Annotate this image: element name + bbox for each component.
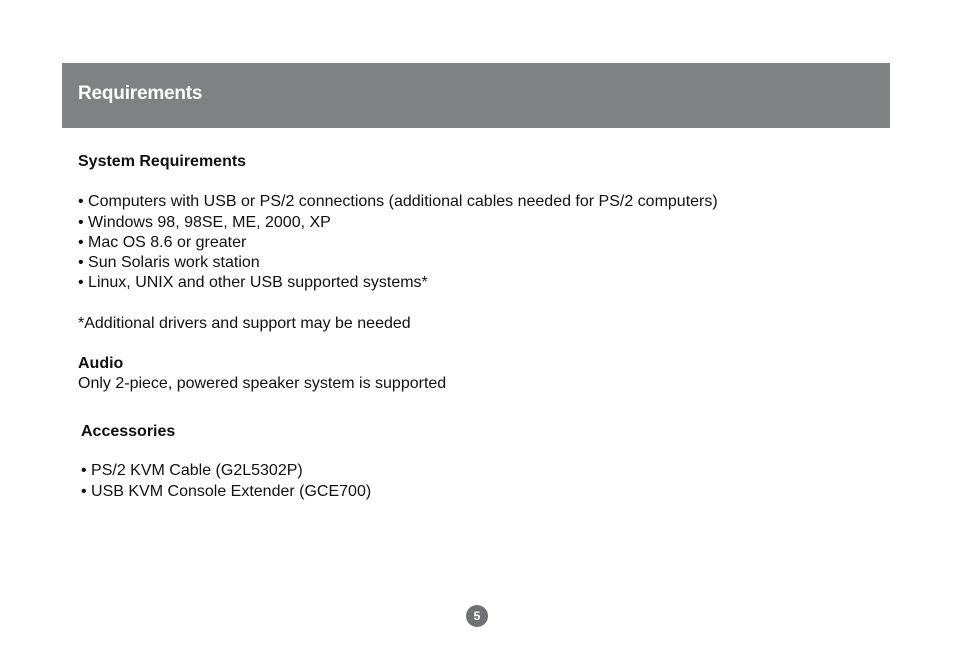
accessory-item: • PS/2 KVM Cable (G2L5302P) <box>81 462 303 479</box>
system-requirement-item: • Windows 98, 98SE, ME, 2000, XP <box>78 214 331 231</box>
page-number-badge: 5 <box>466 605 488 627</box>
audio-text: Only 2-piece, powered speaker system is supported <box>78 375 447 392</box>
system-requirement-item: • Sun Solaris work station <box>78 254 260 271</box>
accessory-item: • USB KVM Console Extender (GCE700) <box>81 483 372 500</box>
page-title: Requirements <box>78 83 203 104</box>
system-requirement-item: • Linux, UNIX and other USB supported systems* <box>78 274 428 291</box>
system-requirement-item: • Computers with USB or PS/2 connections (additional cables needed for PS/2 computers) <box>78 193 718 210</box>
accessories-heading: Accessories <box>81 423 176 440</box>
system-requirements-footnote: *Additional drivers and support may be needed <box>78 315 411 332</box>
audio-heading: Audio <box>78 355 124 372</box>
system-requirement-item: • Mac OS 8.6 or greater <box>78 234 247 251</box>
system-requirements-heading: System Requirements <box>78 153 247 170</box>
section-header-bar <box>62 63 890 128</box>
